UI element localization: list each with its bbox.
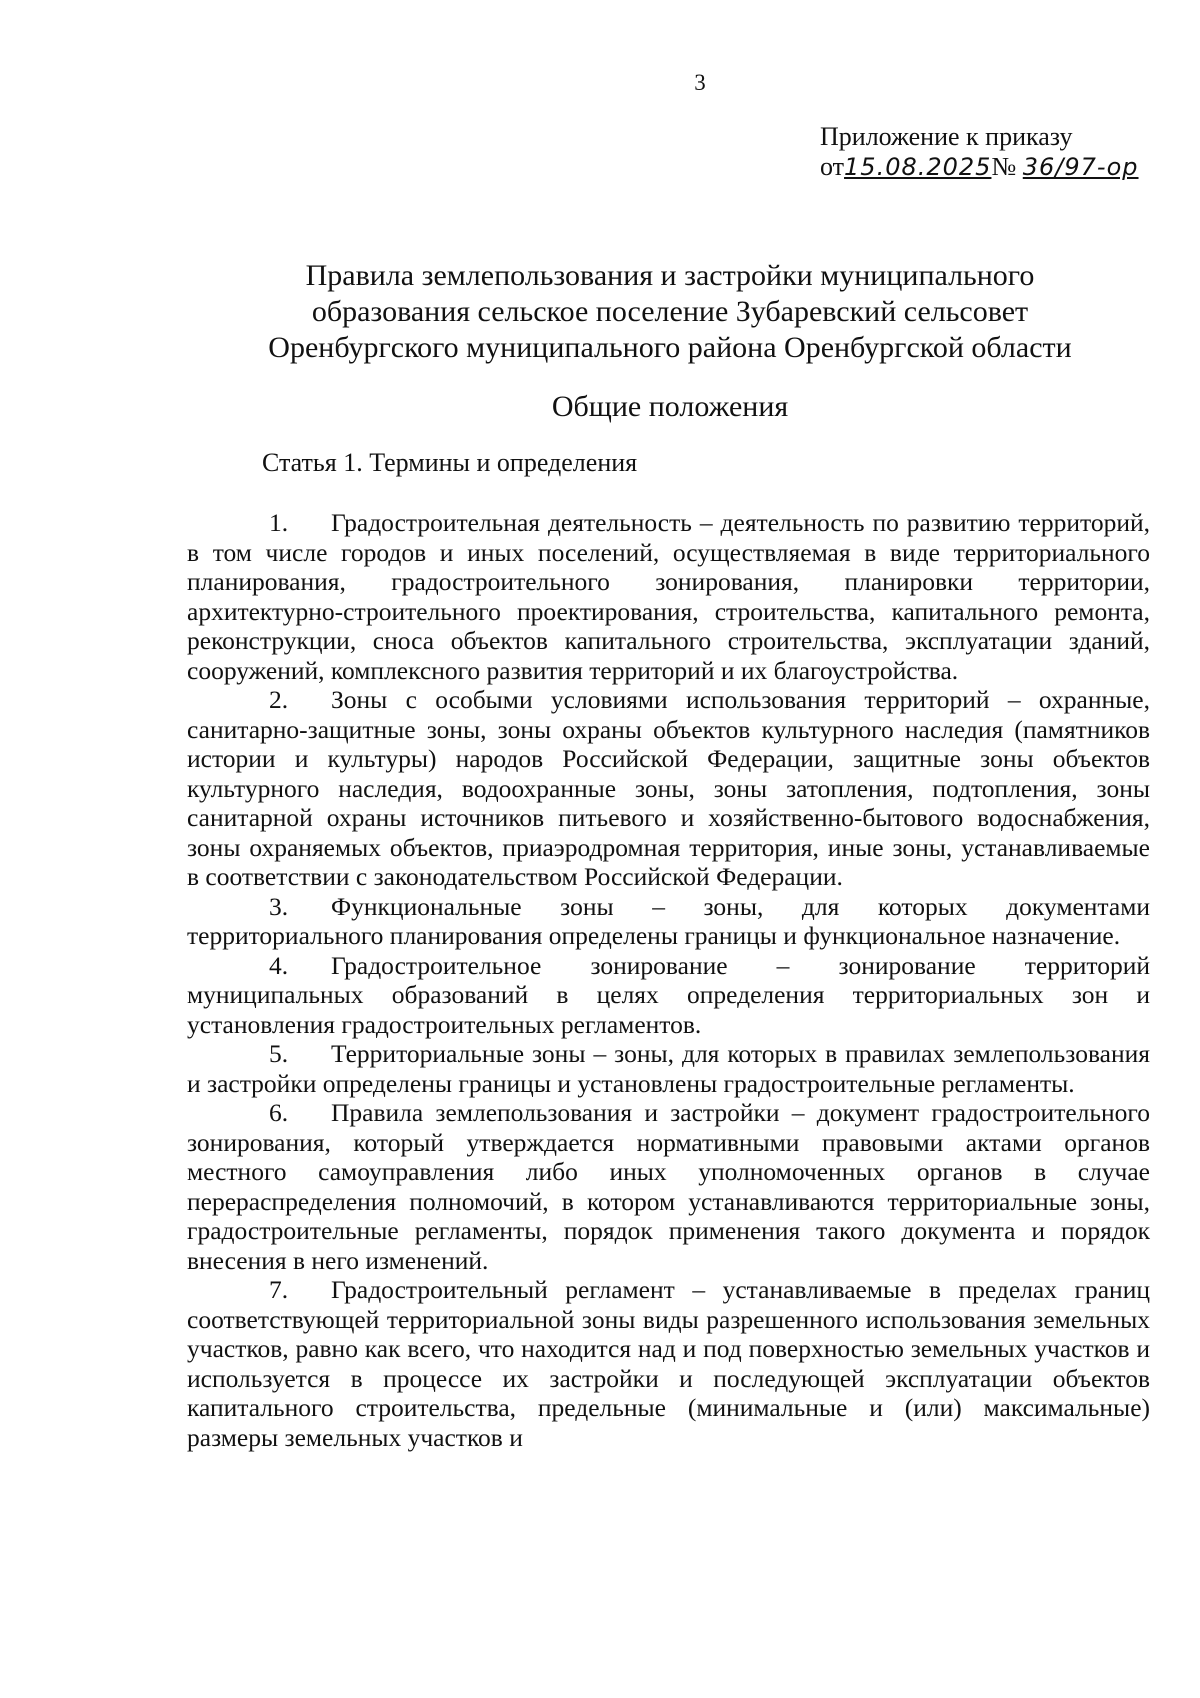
page-number: 3 — [694, 70, 706, 95]
item-text: Градостроительное зонирование – зонирование территорий муниципальных образований в целях определения территориальных зон и установления градостроительных регламентов. — [187, 950, 1150, 1039]
annex-reference — [820, 122, 1139, 182]
title-line-1: Правила землепользования и застройки муниципального — [305, 259, 1035, 292]
item-text: Правила землепользования и застройки – документ градостроительного зонирования, который утверждается нормативными правовыми актами органов местного самоуправления либо иных уполномоченных органов в случае перераспределения полномочий, в котором устанавливаются территориальные зоны, градостроительные регламенты, порядок применения такого документа и порядок внесения в него изменений. — [187, 1098, 1150, 1275]
article-heading: Статья 1. Термины и определения — [262, 448, 638, 477]
item-number: 3. — [269, 891, 289, 921]
annex-order-line — [820, 152, 1139, 182]
document-title — [200, 258, 1140, 366]
item-text: Градостроительная деятельность – деятельность по развитию территорий, в том числе городов и иных поселений, осуществляемая в виде территориального планирования, градостроительного зонирования, планировки территории, архитектурно-строительного проектирования, строительства, капитального ремонта, реконструкции, сноса объектов капитального строительства, эксплуатации зданий, сооружений, комплексного развития территорий и их благоустройства. — [187, 508, 1150, 685]
title-line-3: Оренбургского муниципального района Оренбургской области — [268, 331, 1072, 364]
definition-item — [187, 508, 1150, 685]
definition-item — [187, 892, 1150, 951]
definitions-list — [187, 508, 1150, 1452]
definition-item — [187, 1098, 1150, 1275]
section-heading: Общие положения — [551, 390, 789, 423]
item-text: Градостроительный регламент – устанавливаемые в пределах границ соответствующей территориальной зоны виды разрешенного использования земельных участков, равно как всего, что находится над и под поверхностью земельных участков и используется в процессе их застройки и последующей эксплуатации объектов капитального строительства, предельные (минимальные и (или) максимальные) размеры земельных участков и — [187, 1275, 1150, 1452]
item-number: 2. — [269, 685, 289, 714]
annex-from-prefix: от — [820, 152, 845, 181]
annex-label: Приложение к приказу — [820, 122, 1073, 151]
handwritten-date: 15.08.2025 — [844, 153, 992, 181]
item-number: 4. — [269, 950, 289, 980]
definition-item — [187, 1275, 1150, 1452]
item-text: Функциональные зоны – зоны, для которых документами территориального планирования определены границы и функциональное назначение. — [187, 891, 1150, 950]
item-number: 1. — [269, 508, 289, 537]
item-number: 6. — [269, 1098, 289, 1127]
annex-number-sign: № — [991, 152, 1017, 181]
item-text: Зоны с особыми условиями использования территорий – охранные, санитарно-защитные зоны, зоны охраны объектов культурного наследия (памятников истории и культуры) народов Российской Федерации, защитные зоны объектов культурного наследия, водоохранные зоны, зоны затопления, подтопления, зоны санитарной охраны источников питьевого и хозяйственно-бытового водоснабжения, зоны охраняемых объектов, приаэродромная территория, иные зоны, устанавливаемые в соответствии с законодательством Российской Федерации. — [187, 685, 1150, 891]
item-number: 5. — [269, 1039, 289, 1068]
item-number: 7. — [269, 1275, 289, 1304]
definition-item — [187, 951, 1150, 1040]
definition-item — [187, 685, 1150, 892]
item-text: Территориальные зоны – зоны, для которых в правилах землепользования и застройки определены границы и установлены градостроительные регламенты. — [187, 1039, 1150, 1098]
title-line-2: образования сельское поселение Зубаревский сельсовет — [311, 295, 1029, 328]
definition-item — [187, 1039, 1150, 1098]
handwritten-order-number: 36/97-ор — [1022, 153, 1139, 181]
